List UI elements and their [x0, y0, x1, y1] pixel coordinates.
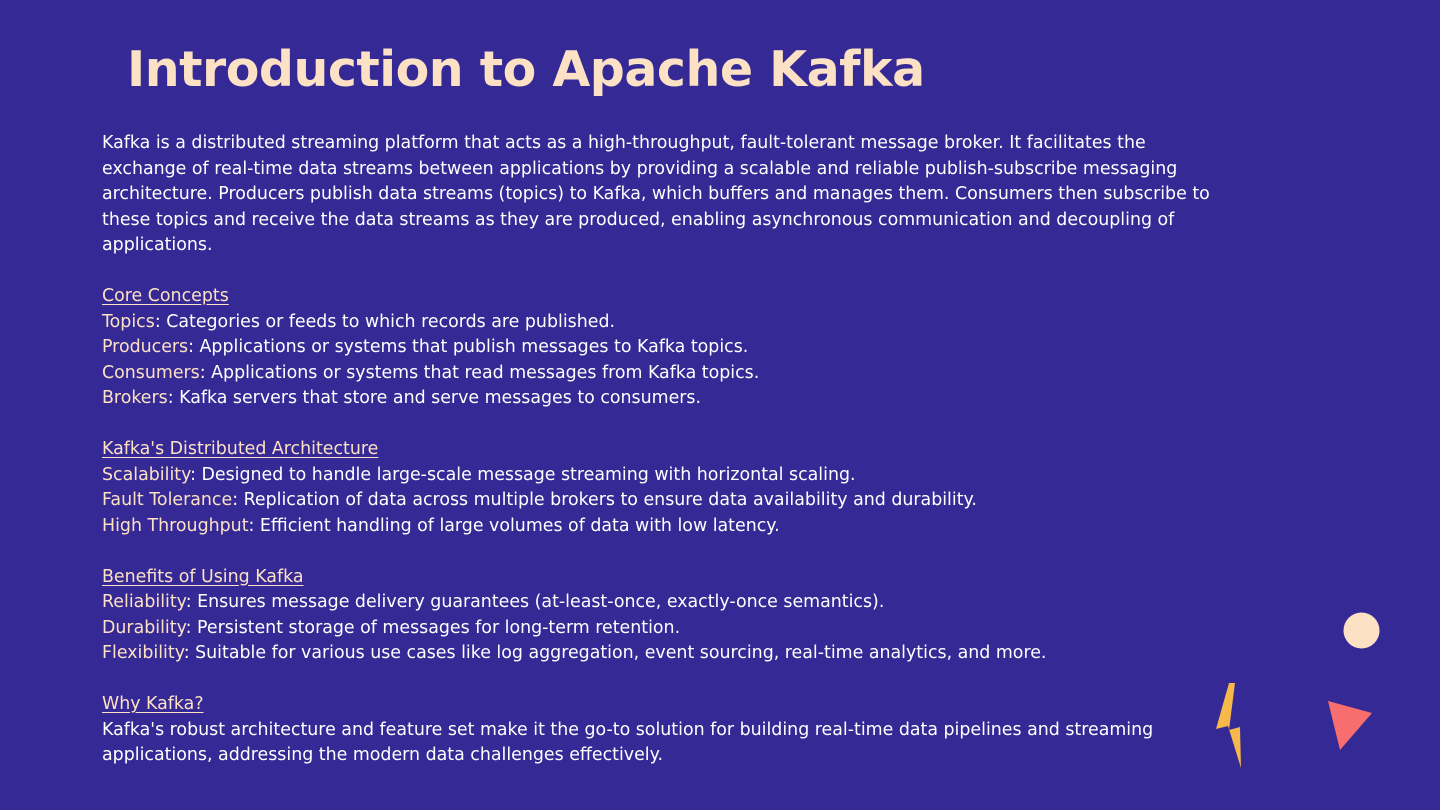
definition: : Efficient handling of large volumes of data with low latency.	[248, 515, 780, 536]
why-kafka-paragraph: Kafka's robust architecture and feature set make it the go-to solution for building real-time data pipelines and streaming applications, addressing the modern data challenges effectively.	[102, 719, 1154, 765]
list-item	[102, 386, 1222, 412]
list-item	[102, 361, 1222, 387]
list-item	[102, 488, 1222, 514]
list-item	[102, 616, 1222, 642]
circle-icon	[1343, 612, 1380, 649]
why-kafka-heading: Why Kafka?	[102, 694, 204, 714]
definition: : Applications or systems that publish messages to Kafka topics.	[188, 337, 749, 357]
term: Scalability	[102, 464, 191, 485]
definition: : Kafka servers that store and serve messages to consumers.	[167, 388, 702, 408]
definition: : Categories or feeds to which records are published.	[154, 311, 616, 332]
intro-paragraph: Kafka is a distributed streaming platform that acts as a high-throughput, fault-tolerant message broker. It facilitates the exchange of real-time data streams between applications by providing a scalable and reliable publish-subscribe messaging architecture. Producers publish data streams (topics) to Kafka, which buffers and manages them. Consumers then subscribe to these topics and receive the data streams as they are produced, enabling asynchronous communication and decoupling of applications.	[102, 133, 1210, 255]
term: Reliability	[102, 592, 186, 612]
lightning-bolt-icon	[1212, 682, 1246, 770]
list-item	[102, 590, 1222, 616]
definition: : Replication of data across multiple brokers to ensure data availability and durability.	[232, 490, 977, 510]
list-item	[102, 641, 1222, 667]
triangle-icon	[1326, 700, 1374, 752]
term: Consumers	[102, 362, 200, 383]
benefits-heading: Benefits of Using Kafka	[102, 566, 304, 587]
definition: : Persistent storage of messages for long-term retention.	[185, 617, 681, 638]
slide-body	[102, 131, 1222, 769]
term: Brokers	[102, 388, 168, 408]
term: Flexibility	[102, 643, 184, 663]
definition: : Applications or systems that read messages from Kafka topics.	[199, 362, 760, 383]
definition: : Suitable for various use cases like log aggregation, event sourcing, real-time analytics, and more.	[183, 643, 1047, 663]
term: Fault Tolerance	[102, 490, 233, 510]
term: Durability	[102, 617, 186, 638]
slide-title: Introduction to Apache Kafka	[127, 41, 925, 98]
definition: : Ensures message delivery guarantees (at-least-once, exactly-once semantics).	[185, 592, 885, 612]
list-item	[102, 335, 1222, 361]
list-item	[102, 463, 1222, 489]
core-concepts-heading: Core Concepts	[102, 286, 229, 306]
term: High Throughput	[102, 515, 249, 536]
term: Topics	[102, 311, 155, 332]
list-item	[102, 310, 1222, 336]
list-item	[102, 514, 1222, 540]
definition: : Designed to handle large-scale message streaming with horizontal scaling.	[190, 464, 856, 485]
term: Producers	[102, 337, 189, 357]
architecture-heading: Kafka's Distributed Architecture	[102, 439, 379, 459]
